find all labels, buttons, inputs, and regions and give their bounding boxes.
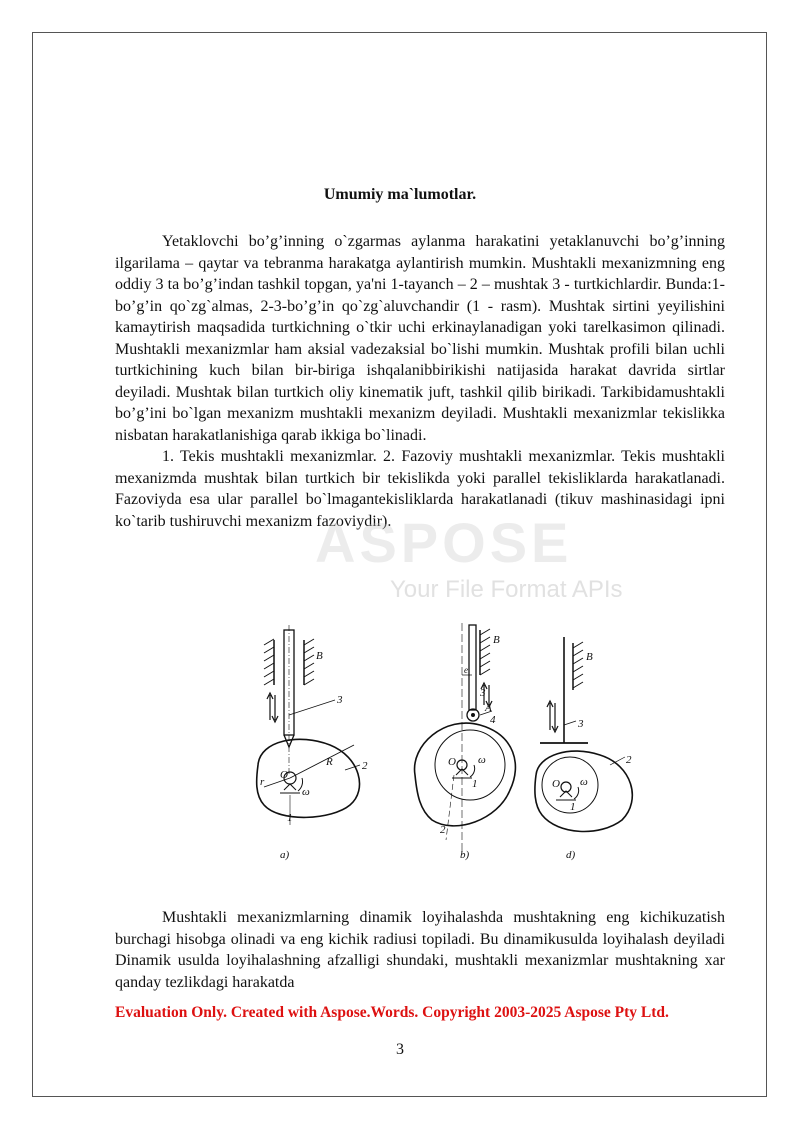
body-text-bottom xyxy=(115,907,725,993)
label-a-2: 2 xyxy=(362,760,368,772)
section-heading: Umumiy ma`lumotlar. xyxy=(323,186,477,203)
caption-b: b) xyxy=(460,849,470,861)
label-b-4: 4 xyxy=(490,714,496,726)
paragraph-2: 1. Tekis mushtakli mexanizmlar. 2. Fazoviy mushtakli mexanizmlar. Tekis mushtakli mexanizmda mushtak bilan turtkich bir tekislikda yoki parallel tekisliklarda harakatlanadi. Fazoviyda esa ular parallel bo`lmagantekisliklarda harakatlanadi (tikuv mashinasidagi ipni ko`tarib tushiruvchi mexanizm fazoviydir). xyxy=(115,448,725,530)
label-a-R: R xyxy=(326,756,333,768)
label-b-3: 3 xyxy=(480,687,486,699)
figure-panel-d xyxy=(535,637,632,861)
paragraph-1: Yetaklovchi bo’g’inning o`zgarmas aylanma harakatini yetaklanuvchi bo’g’inning ilgarilama – qaytar va tebranma harakatga aylantirish mumkin. Mushtakli mexanizmning eng oddiy 3 ta bo’g’indan tashkil topgan, ya'ni 1-tayanch – 2 – mushtak 3 - turtkichlardir. Bunda:1-bo’g’in qo`zg`almas, 2-3-bo’g’in qo`zg`aluvchandir (1 - rasm). Mushtak sirtini yeyilishini kamaytirish maqsadida turtkichning o`tkir uchi erkinaylanadigan yoki tarelkasimon qilinadi. Mushtakli mexanizmlar ham aksial vadezaksial bo`lishi mumkin. Mushtak profili bilan uchli turtkichining kuch bilan bir-biriga ishqalanibbirikishi natijasida harakat davrida sirtlar deyiladi. Mushtak bilan turtkich oliy kinematik juft, tashkil qilib birikadi. Tarkibidamushtakli bo’g’ini bo`lgan mexanizm mushtakli mexanizm deyiladi. Mushtakli mexanizmlar tekislikka nisbatan harakatlanishiga qarab ikkiga bo`linadi. xyxy=(115,233,725,444)
label-d-omega: ω xyxy=(580,776,588,788)
watermark-logo: ASPOSE xyxy=(315,511,573,574)
evaluation-notice: Evaluation Only. Created with Aspose.Words. Copyright 2003-2025 Aspose Pty Ltd. xyxy=(115,1004,669,1021)
label-a-B: B xyxy=(316,650,323,662)
label-a-O: O xyxy=(280,769,288,781)
body-text-top xyxy=(115,231,725,532)
label-b-omega: ω xyxy=(478,754,486,766)
label-d-O: O xyxy=(552,778,560,790)
label-b-A: A xyxy=(485,702,492,714)
label-b-1: 1 xyxy=(472,778,478,790)
label-d-1: 1 xyxy=(570,801,576,813)
figure-panel-b xyxy=(415,623,516,861)
label-a-1: 1 xyxy=(287,812,293,824)
label-d-3: 3 xyxy=(578,718,584,730)
label-b-O: O xyxy=(448,756,456,768)
label-b-e: e xyxy=(464,665,468,675)
label-a-3: 3 xyxy=(337,694,343,706)
cam-mechanism-figure xyxy=(240,615,660,870)
caption-a: a) xyxy=(280,849,290,861)
paragraph-3: Mushtakli mexanizmlarning dinamik loyihalashda mushtakning eng kichikuzatish burchagi hisobga olinadi va eng kichik radiusi topiladi. Bu dinamikusulda loyihalash deyiladi Dinamik usulda loyihalashning afzalligi shundaki, mushtakli mexanizmlar mushtakning xar qanday tezlikdagi harakatda xyxy=(115,909,725,991)
page-number: 3 xyxy=(396,1041,404,1058)
label-a-omega: ω xyxy=(302,786,310,798)
label-a-r: r xyxy=(260,776,265,788)
label-d-2: 2 xyxy=(626,754,632,766)
figure-panel-a xyxy=(257,625,368,861)
label-b-2: 2 xyxy=(440,824,446,836)
caption-d: d) xyxy=(566,849,576,861)
watermark-tagline: Your File Format APIs xyxy=(390,576,623,603)
label-d-B: B xyxy=(586,651,593,663)
label-b-B: B xyxy=(493,634,500,646)
